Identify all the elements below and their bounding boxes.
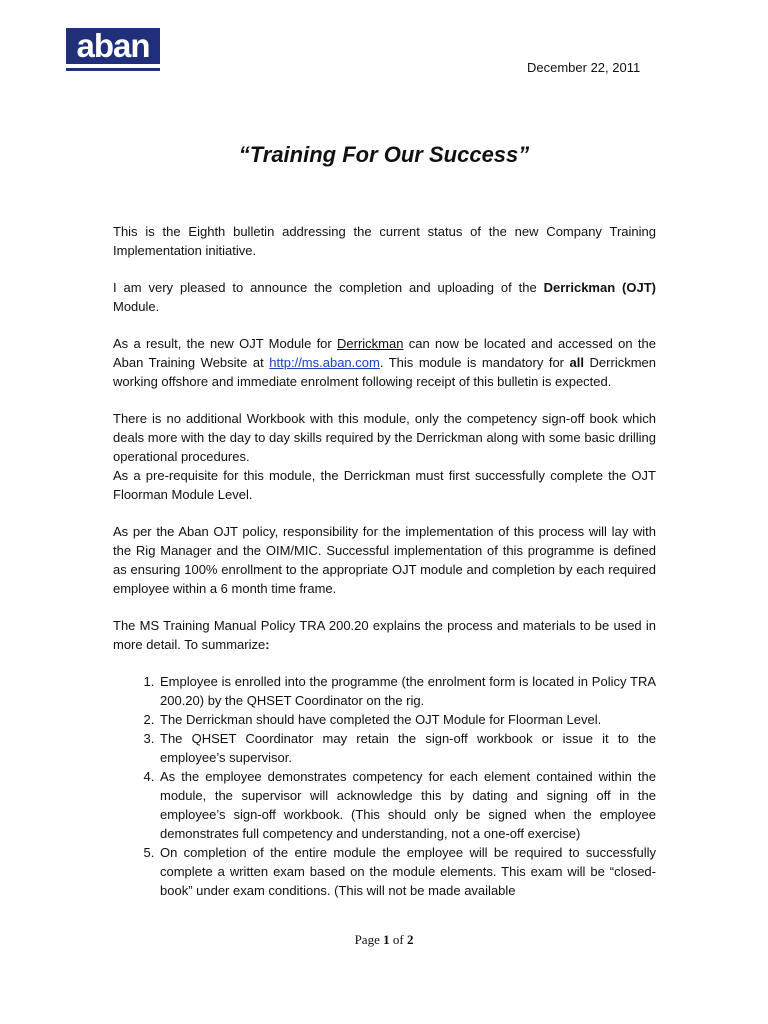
current-page-number: 1 (383, 932, 390, 947)
paragraph-summary (113, 616, 656, 654)
paragraph-policy: As per the Aban OJT policy, responsibility for the implementation of this process will lay with the Rig Manager and the OIM/MIC. Successful implementation of this programme is defined as ensuring 100% enrollment to the appropriate OJT module and completion by each required employee within a 6 month time frame. (113, 524, 656, 596)
process-steps-list (113, 672, 656, 900)
colon-bold: : (265, 637, 270, 652)
text-span: . This module is mandatory for (379, 355, 570, 370)
text-span: The MS Training Manual Policy TRA 200.20 explains the process and materials to be used in more detail. To summarize (113, 618, 656, 652)
text-span: Module. (113, 299, 160, 314)
list-item: 5. On completion of the entire module the employee will be required to successfully complete a written exam based on the module elements. This exam will be “closed-book” under exam conditions. (This will not be made available (158, 843, 656, 900)
paragraph-announcement (113, 278, 656, 316)
all-bold: all (569, 355, 585, 370)
aban-logo (66, 28, 160, 71)
bulletin-title: “Training For Our Success” (238, 142, 530, 167)
paragraph-intro: This is the Eighth bulletin addressing the current status of the new Company Training Implementation initiative. (113, 224, 656, 258)
list-item: 4. As the employee demonstrates competency for each element contained within the module, the supervisor will acknowledge this by dating and signing off in the employee’s sign-off workbook. (This should only be signed when the employee demonstrates full competency and understanding, not a one-off exercise) (158, 767, 656, 843)
list-item: 1. Employee is enrolled into the programme (the enrolment form is located in Policy TRA 200.20) by the QHSET Coordinator on the rig. (158, 672, 656, 710)
bulletin-body (113, 222, 656, 900)
text-span: I am very pleased to announce the completion and uploading of the (113, 280, 544, 295)
training-website-link[interactable]: http://ms.aban.com (269, 355, 380, 370)
module-name-bold: Derrickman (OJT) (543, 280, 657, 295)
derrickman-underlined: Derrickman (337, 336, 404, 351)
text-span: can now be located and accessed on the Aban Training Website at (113, 336, 656, 370)
paragraph-prerequisite: As a pre-requisite for this module, the Derrickman must first successfully complete the OJT Floorman Module Level. (113, 468, 656, 502)
logo-underline (66, 68, 160, 71)
text-span: Derrickmen working offshore and immediate enrolment following receipt of this bulletin is expected. (113, 355, 656, 389)
paragraph-access (113, 334, 656, 391)
text-span: As a result, the new OJT Module for (113, 336, 338, 351)
page-footer (0, 932, 768, 948)
logo-text: aban (66, 28, 160, 64)
paragraph-workbook: There is no additional Workbook with this module, only the competency sign-off book which deals more with the day to day skills required by the Derrickman along with some basic drilling operational procedures. (113, 411, 656, 464)
total-page-number: 2 (406, 932, 414, 947)
list-item: 2. The Derrickman should have completed the OJT Module for Floorman Level. (158, 710, 656, 729)
list-item: 3. The QHSET Coordinator may retain the sign-off workbook or issue it to the employee’s supervisor. (158, 729, 656, 767)
page-word: Page (354, 932, 380, 947)
letter-date: December 22, 2011 (527, 60, 641, 75)
of-word: of (392, 932, 404, 947)
